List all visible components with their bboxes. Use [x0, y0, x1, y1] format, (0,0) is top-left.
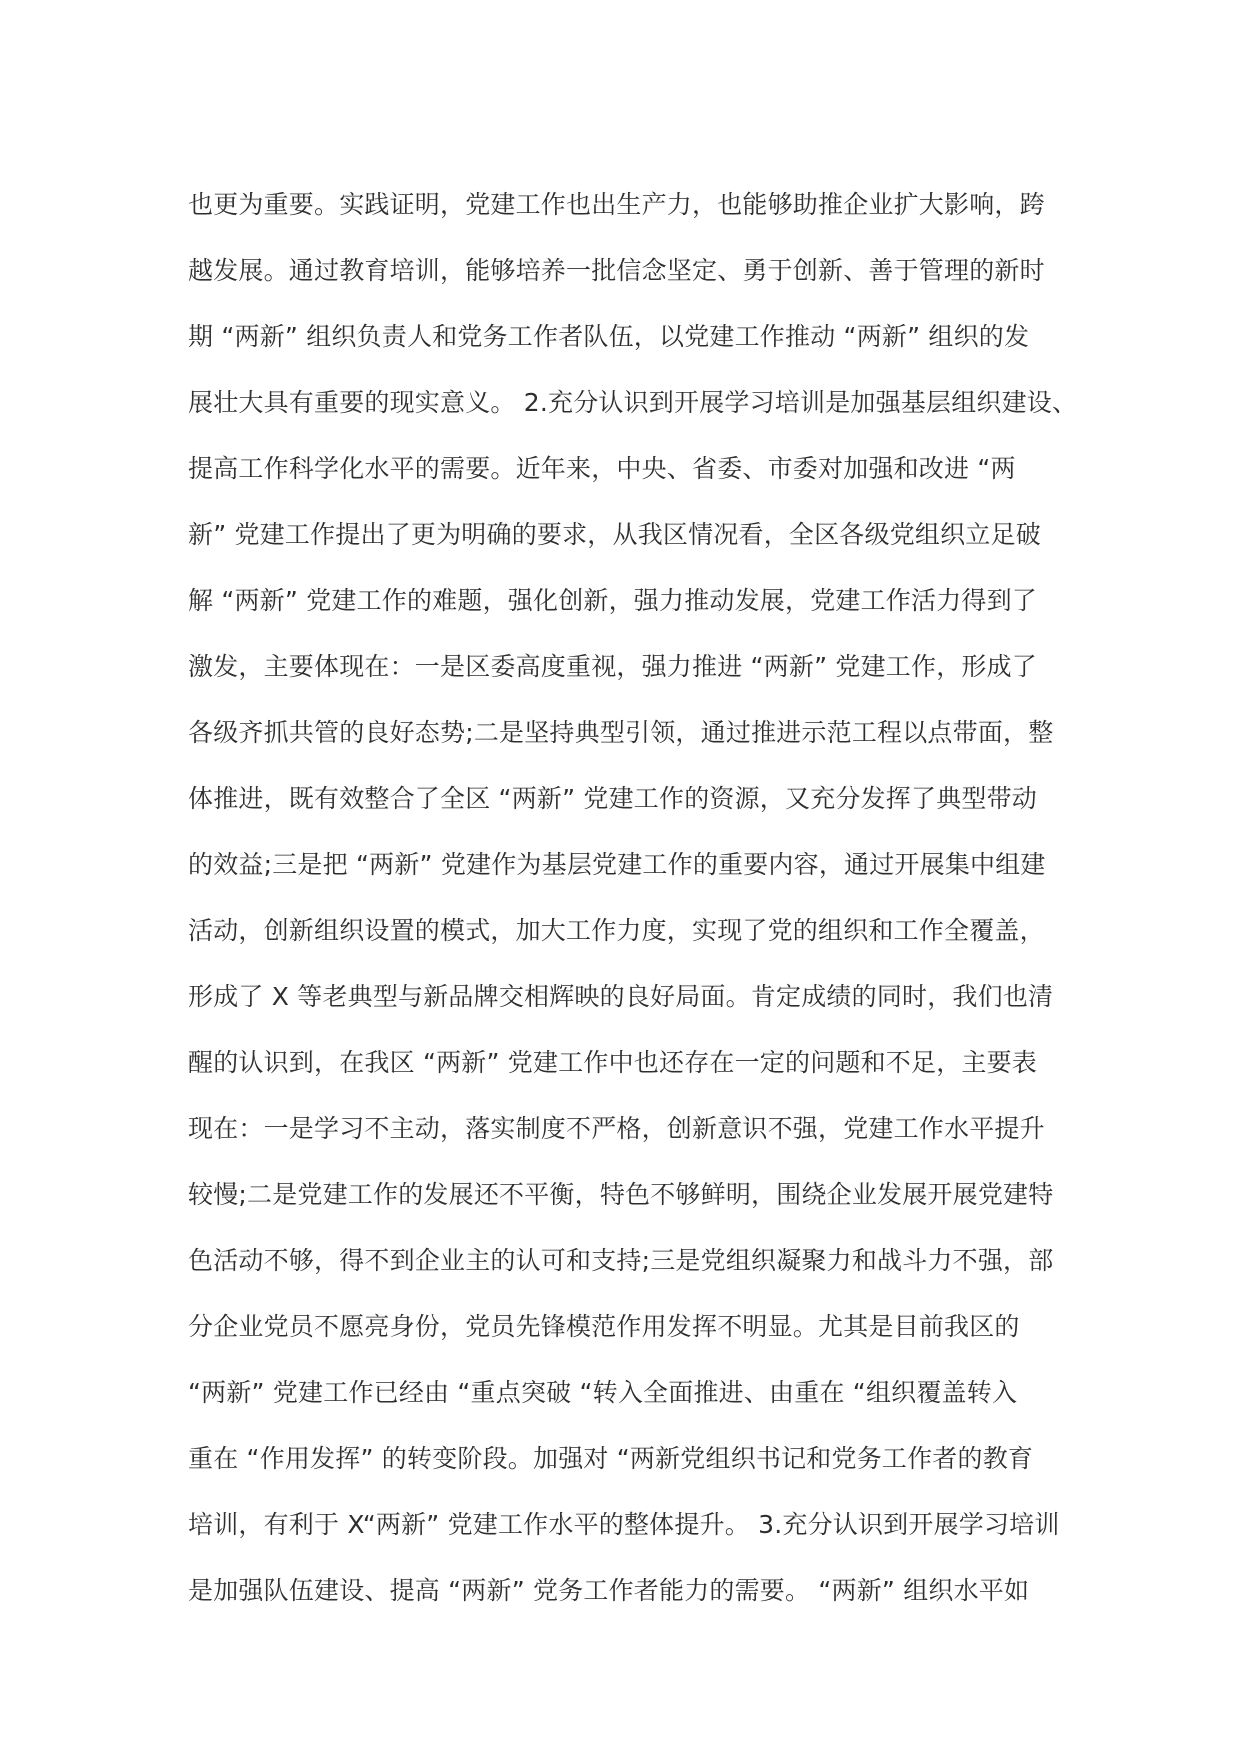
text-line: 培训，有利于 X“两新” 党建工作水平的整体提升。 3.充分认识到开展学习培训 [188, 1510, 1060, 1539]
text-line: 分企业党员不愿亮身份，党员先锋模范作用发挥不明显。尤其是目前我区的 [188, 1312, 1020, 1341]
text-line: 期 “两新” 组织负责人和党务工作者队伍，以党建工作推动 “两新” 组织的发 [188, 322, 1030, 351]
text-line: 活动，创新组织设置的模式，加大工作力度，实现了党的组织和工作全覆盖， [188, 916, 1045, 945]
text-line: 是加强队伍建设、提高 “两新” 党务工作者能力的需要。 “两新” 组织水平如 [188, 1576, 1030, 1605]
text-line: 也更为重要。实践证明，党建工作也出生产力，也能够助推企业扩大影响，跨 [188, 190, 1045, 219]
text-line: 展壮大具有重要的现实意义。 2.充分认识到开展学习培训是加强基层组织建设、 [188, 388, 1078, 417]
text-line: 形成了 X 等老典型与新品牌交相辉映的良好局面。肯定成绩的同时，我们也清 [188, 982, 1054, 1011]
text-line: 重在 “作用发挥” 的转变阶段。加强对 “两新党组织书记和党务工作者的教育 [188, 1444, 1034, 1473]
text-line: 体推进，既有效整合了全区 “两新” 党建工作的资源，又充分发挥了典型带动 [188, 784, 1037, 813]
text-line: 各级齐抓共管的良好态势;二是坚持典型引领，通过推进示范工程以点带面，整 [188, 718, 1054, 747]
text-line: 的效益;三是把 “两新” 党建作为基层党建工作的重要内容，通过开展集中组建 [188, 850, 1046, 879]
text-line: 醒的认识到，在我区 “两新” 党建工作中也还存在一定的问题和不足，主要表 [188, 1048, 1037, 1077]
text-line: 激发，主要体现在：一是区委高度重视，强力推进 “两新” 党建工作，形成了 [188, 652, 1037, 681]
body-text [188, 172, 1078, 1624]
text-line: “两新” 党建工作已经由 “重点突破 “转入全面推进、由重在 “组织覆盖转入 [188, 1378, 1018, 1407]
text-line: 解 “两新” 党建工作的难题，强化创新，强力推动发展，党建工作活力得到了 [188, 586, 1037, 615]
text-line: 越发展。通过教育培训，能够培养一批信念坚定、勇于创新、善于管理的新时 [188, 256, 1045, 285]
text-line: 新” 党建工作提出了更为明确的要求，从我区情况看，全区各级党组织立足破 [188, 520, 1041, 549]
text-line: 提高工作科学化水平的需要。近年来，中央、省委、市委对加强和改进 “两 [188, 454, 1016, 483]
text-line: 现在：一是学习不主动，落实制度不严格，创新意识不强，党建工作水平提升 [188, 1114, 1045, 1143]
text-line: 色活动不够，得不到企业主的认可和支持;三是党组织凝聚力和战斗力不强，部 [188, 1246, 1054, 1275]
text-line: 较慢;二是党建工作的发展还不平衡，特色不够鲜明，围绕企业发展开展党建特 [188, 1180, 1054, 1209]
